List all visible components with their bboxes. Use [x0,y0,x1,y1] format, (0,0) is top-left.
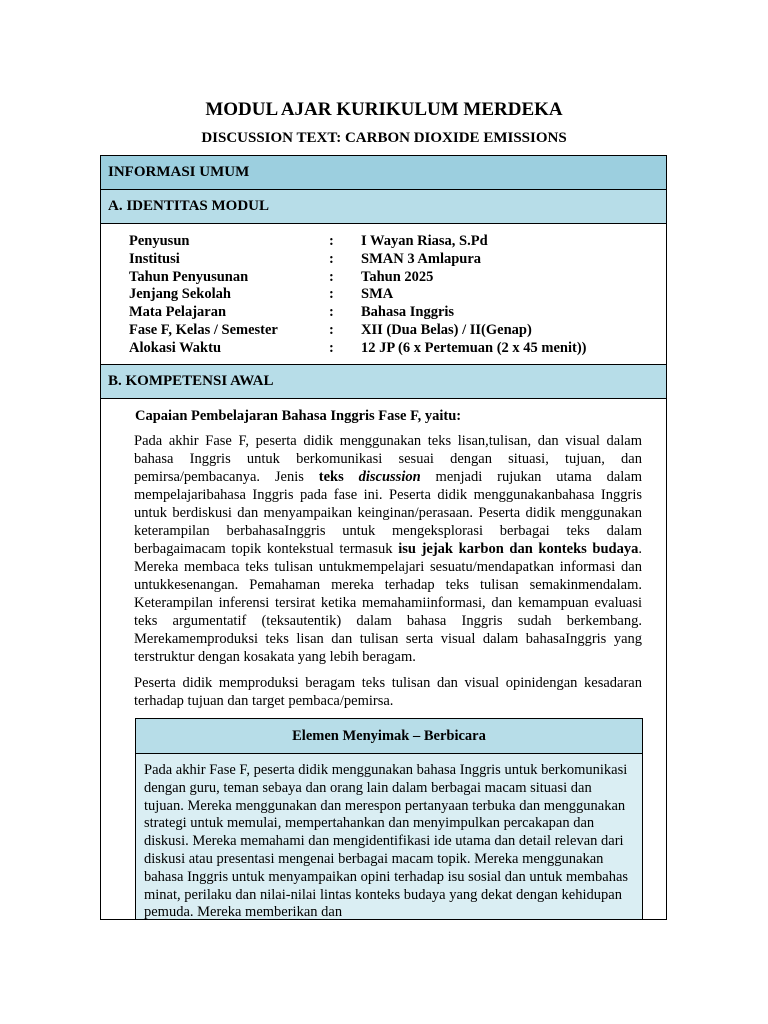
identity-list [101,224,666,365]
section-module-identity: A. IDENTITAS MODUL [101,190,666,224]
identity-colon: : [329,286,334,303]
identity-row [101,286,666,304]
identity-colon: : [329,268,334,285]
module-table [100,155,667,920]
document-subtitle: DISCUSSION TEXT: CARBON DIOXIDE EMISSIONS [201,130,567,146]
identity-key: Institusi [129,250,180,267]
identity-colon: : [329,233,334,249]
identity-key: Tahun Penyusunan [129,268,249,285]
element-text: Pada akhir Fase F, peserta didik menggunakan bahasa Inggris untuk berkomunikasi dengan guru, teman sebaya dan orang lain dalam berbagai macam situasi dan tujuan. Mereka menggunakan dan merespon pertanyaan terbuka dan menggunakan strategi untuk memulai, mempertahankan dan menyimpulkan percakapan dan diskusi. Mereka memahami dan mengidentifikasi ide utama dan detail relevan dari diskusi atau presentasi mengenai berbagai macam topik. Mereka menggunakan bahasa Inggris untuk menyampaikan opini terhadap isu sosial dan untuk membahas minat, perilaku dan nilai-nilai lintas konteks budaya yang dekat dengan kehidupan pemuda. Mereka memberikan dan [144,762,629,920]
identity-key: Fase F, Kelas / Semester [129,321,278,338]
cp-title: Capaian Pembelajaran Bahasa Inggris Fase F, yaitu: [135,408,462,424]
identity-value: XII (Dua Belas) / II(Genap) [361,321,532,338]
identity-row [101,251,666,269]
identity-key: Mata Pelajaran [129,304,227,321]
identity-value: SMAN 3 Amlapura [361,250,482,267]
identity-key: Jenjang Sekolah [129,286,231,303]
identity-value: Tahun 2025 [361,268,434,285]
identity-key: Penyusun [129,233,190,249]
element-box [135,718,643,920]
identity-row [101,304,666,322]
identity-row [101,233,666,251]
identity-colon: : [329,304,334,321]
competence-body [101,399,666,920]
identity-value: SMA [361,286,394,303]
identity-colon: : [329,321,334,338]
element-title: Elemen Menyimak – Berbicara [136,719,642,754]
identity-key: Alokasi Waktu [129,339,222,356]
identity-value: Bahasa Inggris [361,304,455,321]
cp-paragraph-1: Pada akhir Fase F, peserta didik menggunakan teks lisan,tulisan, dan visual dalam bahasa Inggris untuk berkomunikasi sesuai dengan situasi, tujuan, dan pemirsa/pembacanya. Jenis teks discussion menjadi rujukan utama dalam mempelajaribahasa Inggris pada fase ini. Peserta didik menggunakanbahasa Inggris untuk berdiskusi dan menyampaikan keinginan/perasaan. Peserta didik menggunakan keterampilan berbahasaInggris untuk mengeksplorasi berbagai teks dalam berbagaimacam topik kontekstual termasuk isu jejak karbon dan konteks budaya. Mereka membaca teks tulisan untukmempelajari sesuatu/mendapatkan informasi dan untukkesenangan. Pemahaman mereka terhadap teks tulisan semakinmendalam. Keterampilan inferensi tersirat ketika memahamiinformasi, dan kemampuan evaluasi teks argumentatif (teksautentik) dalam bahasa Inggris sudah berkembang. Merekamemproduksi teks lisan dan tulisan serta visual dalam bahasaInggris yang terstruktur dengan kosakata yang lebih beragam. [134,433,643,665]
section-general-info: INFORMASI UMUM [101,156,666,190]
identity-row [101,340,666,358]
document-title: MODUL AJAR KURIKULUM MERDEKA [205,99,563,120]
identity-colon: : [329,339,334,356]
cp-paragraph-2: Peserta didik memproduksi beragam teks tulisan dan visual opinidengan kesadaran terhadap tujuan dan target pembaca/pemirsa. [134,675,642,709]
identity-row [101,269,666,287]
identity-value: 12 JP (6 x Pertemuan (2 x 45 menit)) [361,339,587,356]
identity-colon: : [329,250,334,267]
identity-row [101,322,666,340]
section-initial-competence: B. KOMPETENSI AWAL [101,365,666,399]
identity-value: I Wayan Riasa, S.Pd [361,233,488,249]
